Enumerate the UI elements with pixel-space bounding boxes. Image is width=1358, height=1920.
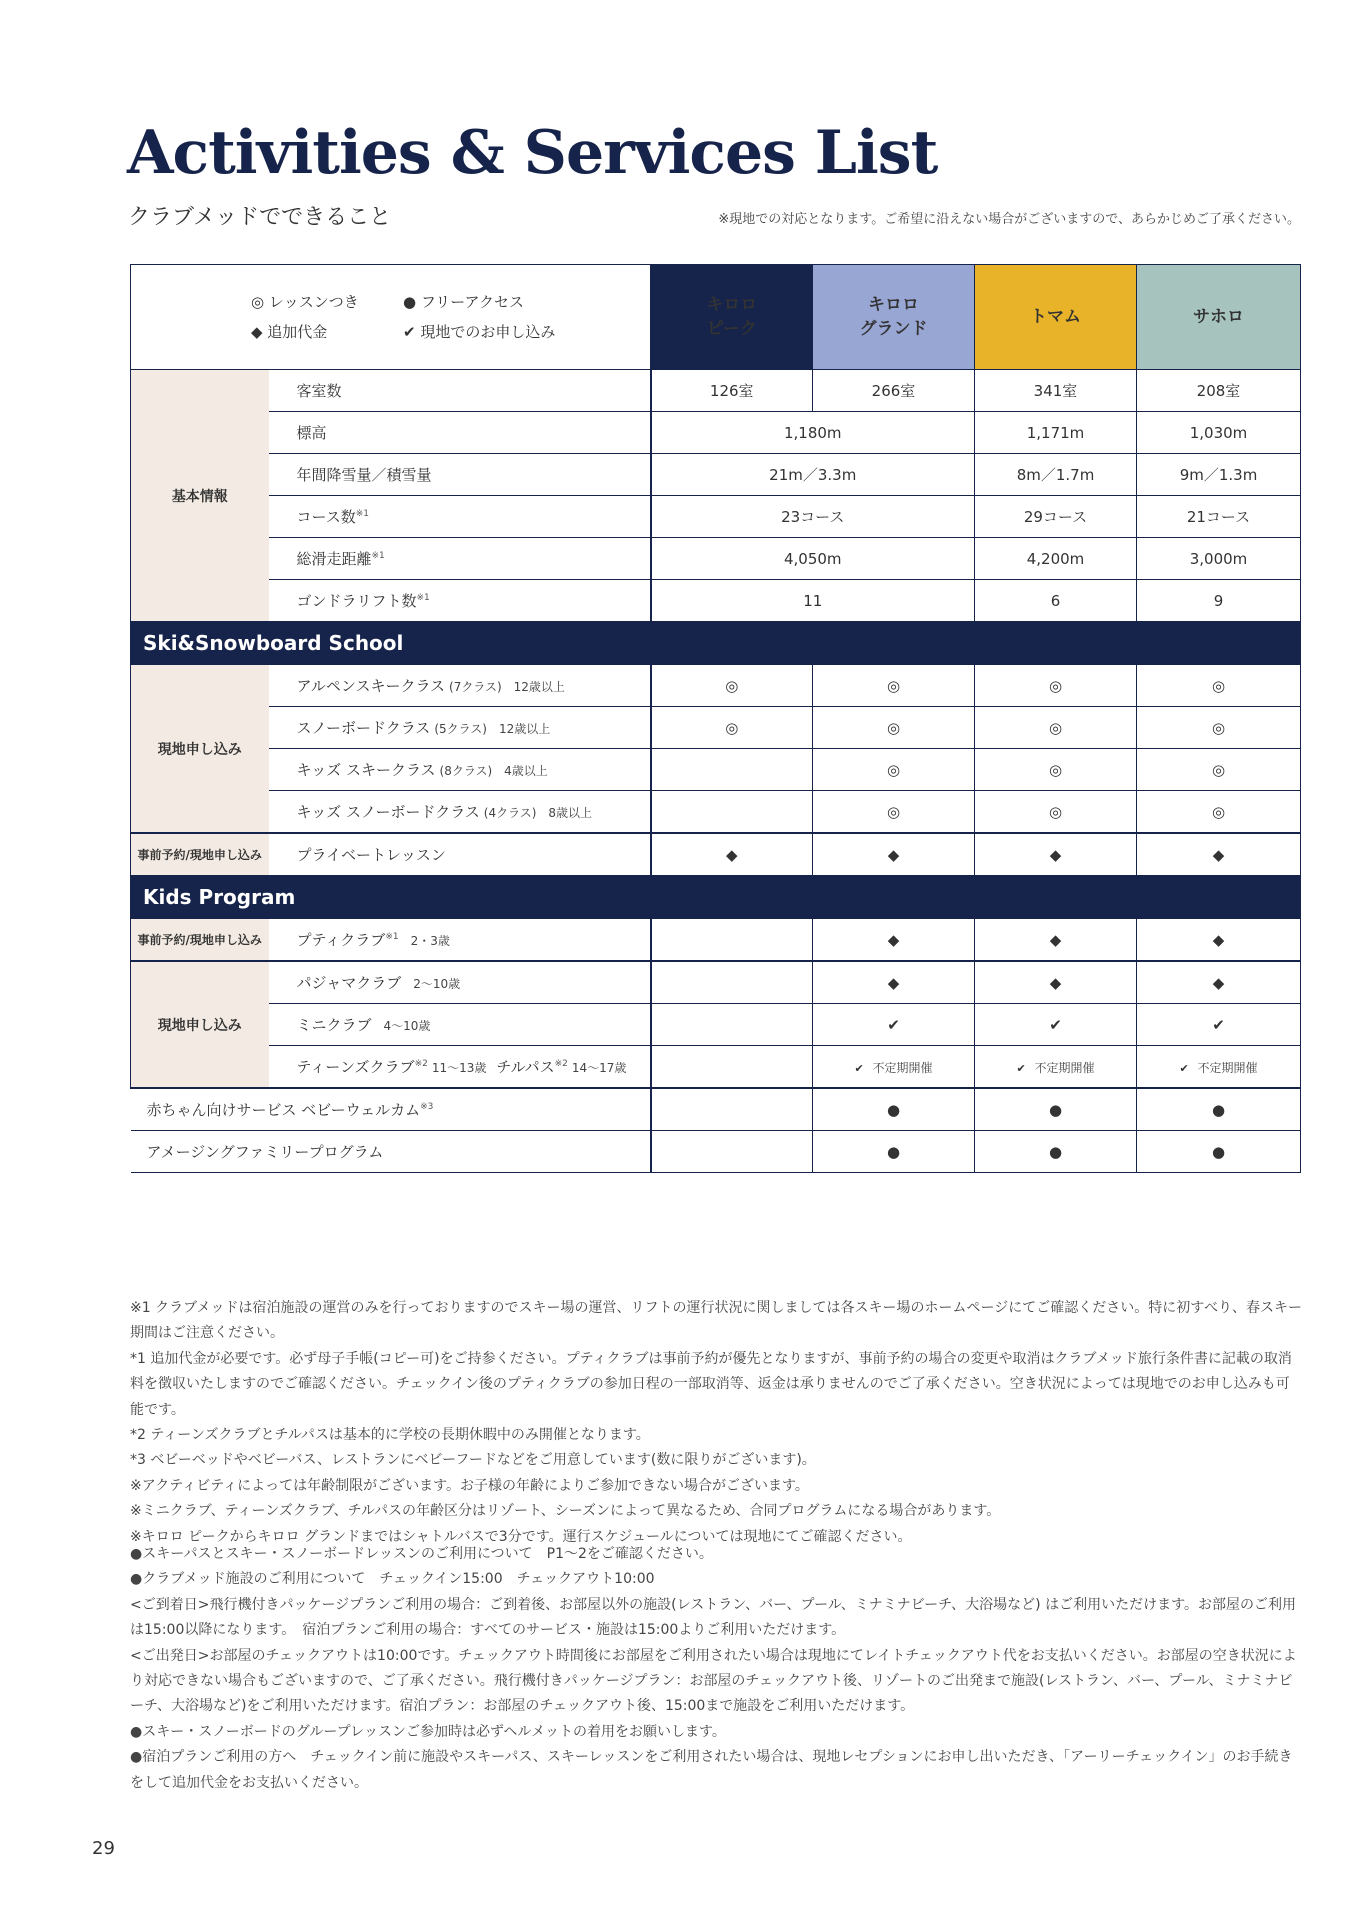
lesson-icon: ◎ bbox=[813, 791, 975, 834]
info-line: <ご出発日>お部屋のチェックアウトは10:00です。チェックアウト時間後にお部屋をご利用されたい場合は現地にてレイトチェックアウト代をお支払いください。お部屋の空き状況により対応できない場合もございますので、ご了承ください。飛行機付きパッケージプラン：お部屋のチェックアウト後、リゾートのご出発まで施設(レストラン、バー、プール、ミナミナビーチ、大浴場など)をご利用いただけます。宿泊プラン：お部屋のチェックアウト後、15:00まで施設をご利用いただけます。 bbox=[130, 1647, 1297, 1715]
footnote: *3 ベビーベッドやベビーバス、レストランにベビーフードなどをご用意しています(数に限りがございます)。 bbox=[130, 1452, 816, 1469]
table-row bbox=[131, 580, 1301, 622]
extra-fee-icon: ◆ bbox=[975, 833, 1137, 876]
table-row bbox=[131, 665, 1301, 707]
lesson-icon: ◎ bbox=[975, 791, 1137, 834]
cell-value: 126室 bbox=[651, 370, 813, 412]
cell-value: 266室 bbox=[813, 370, 975, 412]
legend-extra: ◆ 追加代金 bbox=[251, 323, 328, 341]
lesson-icon: ◎ bbox=[813, 665, 975, 707]
empty-cell bbox=[651, 1004, 813, 1046]
cell-value: 3,000m bbox=[1137, 538, 1301, 580]
category-reserve-or-onsite: 事前予約/現地申し込み bbox=[131, 919, 269, 962]
row-label-baby-welcome: 赤ちゃん向けサービス ベビーウェルカム$^{※3}$ bbox=[131, 1088, 651, 1131]
cell-value: 208室 bbox=[1137, 370, 1301, 412]
row-label-snowboard: スノーボードクラス (5クラス) 12歳以上 bbox=[269, 707, 651, 749]
free-access-icon: ● bbox=[813, 1088, 975, 1131]
row-label-lifts: ゴンドラリフト数$^{※1}$ bbox=[269, 580, 651, 622]
free-access-icon: ● bbox=[1137, 1088, 1301, 1131]
irregular-cell: ✔ 不定期開催 bbox=[1137, 1046, 1301, 1089]
lesson-icon: ◎ bbox=[1137, 791, 1301, 834]
check-icon: ✔ bbox=[854, 1061, 864, 1075]
row-label-courses: コース数$^{※1}$ bbox=[269, 496, 651, 538]
info-line: ●スキーパスとスキー・スノーボードレッスンのご利用について P1～2をご確認ください。 bbox=[130, 1546, 713, 1562]
empty-cell bbox=[651, 961, 813, 1004]
info-line: ●スキー・スノーボードのグループレッスンご参加時は必ずヘルメットの着用をお願いします。 bbox=[130, 1723, 726, 1740]
cell-value: 9 bbox=[1137, 580, 1301, 622]
lesson-icon: ◎ bbox=[975, 707, 1137, 749]
table-row bbox=[131, 1088, 1301, 1131]
irregular-cell: ✔ 不定期開催 bbox=[975, 1046, 1137, 1089]
row-label-kids-snowboard: キッズ スノーボードクラス (4クラス) 8歳以上 bbox=[269, 791, 651, 834]
empty-cell bbox=[651, 1131, 813, 1173]
extra-fee-icon: ◆ bbox=[1137, 961, 1301, 1004]
cell-value: 11 bbox=[651, 580, 975, 622]
cell-value: 21m／3.3m bbox=[651, 454, 975, 496]
row-label-teens-chill: ティーンズクラブ$^{※2}$ 11～13歳 チルパス$^{※2}$ 14～17歳 bbox=[269, 1046, 651, 1089]
row-label-petit-club: プティクラブ$^{※1}$ 2・3歳 bbox=[269, 919, 651, 962]
free-access-icon: ● bbox=[813, 1131, 975, 1173]
check-icon: ✔ bbox=[975, 1004, 1137, 1046]
table-row bbox=[131, 919, 1301, 962]
empty-cell bbox=[651, 791, 813, 834]
section-header-kids: Kids Program bbox=[131, 876, 1301, 919]
footnote: ※ミニクラブ、ティーンズクラブ、チルパスの年齢区分はリゾート、シーズンによって異なるため、合同プログラムになる場合があります。 bbox=[130, 1503, 1001, 1520]
cell-value: 6 bbox=[975, 580, 1137, 622]
top-note: ※現地での対応となります。ご希望に沿えない場合がございますので、あらかじめご了承ください。 bbox=[718, 212, 1300, 227]
lesson-icon: ◎ bbox=[1137, 665, 1301, 707]
footnote: *2 ティーンズクラブとチルパスは基本的に学校の長期休暇中のみ開催となります。 bbox=[130, 1427, 650, 1444]
empty-cell bbox=[651, 749, 813, 791]
table-row bbox=[131, 833, 1301, 876]
category-onsite: 現地申し込み bbox=[131, 961, 269, 1088]
lesson-icon: ◎ bbox=[651, 707, 813, 749]
lesson-icon: ◎ bbox=[975, 665, 1137, 707]
extra-fee-icon: ◆ bbox=[813, 919, 975, 962]
lesson-icon: ◎ bbox=[1137, 707, 1301, 749]
info-line: ●クラブメッド施設のご利用について チェックイン15:00 チェックアウト10:00 bbox=[130, 1571, 655, 1588]
extra-fee-icon: ◆ bbox=[975, 961, 1137, 1004]
resort-tomamu: トマム bbox=[975, 265, 1137, 370]
check-icon: ✔ bbox=[1137, 1004, 1301, 1046]
info-line: <ご到着日>飛行機付きパッケージプランご利用の場合：ご到着後、お部屋以外の施設(レストラン、バー、プール、ミナミナビーチ、大浴場など) はご利用いただけます。お部屋のご利用は15:00以降になります。 宿泊プランご利用の場合：すべてのサービス・施設は15:00よりご利用いただけます。 bbox=[130, 1596, 1296, 1639]
usage-info bbox=[130, 1542, 1302, 1796]
category-onsite: 現地申し込み bbox=[131, 665, 269, 834]
empty-cell bbox=[651, 919, 813, 962]
free-access-icon: ● bbox=[975, 1131, 1137, 1173]
table-row bbox=[131, 707, 1301, 749]
extra-fee-icon: ◆ bbox=[1137, 919, 1301, 962]
table-row bbox=[131, 1131, 1301, 1173]
legend-lesson: ◎ レッスンつき bbox=[251, 293, 359, 311]
free-access-icon: ● bbox=[975, 1088, 1137, 1131]
table-row bbox=[131, 791, 1301, 834]
lesson-icon: ◎ bbox=[813, 749, 975, 791]
row-label-kids-ski: キッズ スキークラス (8クラス) 4歳以上 bbox=[269, 749, 651, 791]
page-number: 29 bbox=[92, 1838, 115, 1859]
legend bbox=[131, 265, 651, 370]
row-label-family-program: アメージングファミリープログラム bbox=[131, 1131, 651, 1173]
table-row bbox=[131, 370, 1301, 412]
page-title: Activities & Services List bbox=[127, 118, 938, 188]
cell-value: 29コース bbox=[975, 496, 1137, 538]
resort-sahoro: サホロ bbox=[1137, 265, 1301, 370]
extra-fee-icon: ◆ bbox=[813, 833, 975, 876]
table-header-row bbox=[131, 265, 1301, 370]
resort-kiroro-peak: キロロ ピーク bbox=[651, 265, 813, 370]
row-label-mini-club: ミニクラブ 4～10歳 bbox=[269, 1004, 651, 1046]
cell-value: 1,180m bbox=[651, 412, 975, 454]
cell-value: 4,200m bbox=[975, 538, 1137, 580]
activities-table bbox=[130, 264, 1301, 1173]
extra-fee-icon: ◆ bbox=[975, 919, 1137, 962]
page-subtitle: クラブメッドでできること bbox=[128, 205, 392, 230]
lesson-icon: ◎ bbox=[975, 749, 1137, 791]
lesson-icon: ◎ bbox=[1137, 749, 1301, 791]
table-row bbox=[131, 1046, 1301, 1089]
row-label-rooms: 客室数 bbox=[269, 370, 651, 412]
cell-value: 1,030m bbox=[1137, 412, 1301, 454]
cell-value: 21コース bbox=[1137, 496, 1301, 538]
table-row bbox=[131, 749, 1301, 791]
empty-cell bbox=[651, 1088, 813, 1131]
cell-value: 8m／1.7m bbox=[975, 454, 1137, 496]
extra-fee-icon: ◆ bbox=[651, 833, 813, 876]
legend-onsite: ✔ 現地でのお申し込み bbox=[403, 323, 556, 341]
footnote: ※アクティビティによっては年齢制限がございます。お子様の年齢によりご参加できない場合がございます。 bbox=[130, 1477, 809, 1494]
table-row bbox=[131, 454, 1301, 496]
check-icon: ✔ bbox=[1016, 1061, 1026, 1075]
cell-value: 4,050m bbox=[651, 538, 975, 580]
cell-value: 9m／1.3m bbox=[1137, 454, 1301, 496]
table-row bbox=[131, 1004, 1301, 1046]
empty-cell bbox=[651, 1046, 813, 1089]
legend-free: ● フリーアクセス bbox=[403, 293, 525, 311]
row-label-private: プライベートレッスン bbox=[269, 833, 651, 876]
footnotes bbox=[130, 1296, 1302, 1550]
footnote: ※1 クラブメッドは宿泊施設の運営のみを行っておりますのでスキー場の運営、リフトの運行状況に関しましては各スキー場のホームページにてご確認ください。特に初すべり、春スキー期間はご注意ください。 bbox=[130, 1300, 1302, 1342]
irregular-cell: ✔ 不定期開催 bbox=[813, 1046, 975, 1089]
row-label-pajama-club: パジャマクラブ 2～10歳 bbox=[269, 961, 651, 1004]
row-label-distance: 総滑走距離$^{※1}$ bbox=[269, 538, 651, 580]
lesson-icon: ◎ bbox=[813, 707, 975, 749]
table-row bbox=[131, 496, 1301, 538]
table-row bbox=[131, 961, 1301, 1004]
category-reserve-or-onsite: 事前予約/現地申し込み bbox=[131, 833, 269, 876]
cell-value: 23コース bbox=[651, 496, 975, 538]
row-label-snow: 年間降雪量／積雪量 bbox=[269, 454, 651, 496]
lesson-icon: ◎ bbox=[651, 665, 813, 707]
footnote: *1 追加代金が必要です。必ず母子手帳(コピー可)をご持参ください。プティクラブは事前予約が優先となりますが、事前予約の場合の変更や取消はクラブメッド旅行条件書に記載の取消料を徴収いたしますのでご確認ください。チェックイン後のプティクラブの参加日程の一部取消等、返金は承りませんのでご了承ください。空き状況によっては現地でのお申し込みも可能です。 bbox=[130, 1350, 1292, 1418]
check-icon: ✔ bbox=[813, 1004, 975, 1046]
resort-kiroro-grand: キロロ グランド bbox=[813, 265, 975, 370]
table-row bbox=[131, 412, 1301, 454]
cell-value: 1,171m bbox=[975, 412, 1137, 454]
category-basic-info: 基本情報 bbox=[131, 370, 269, 622]
free-access-icon: ● bbox=[1137, 1131, 1301, 1173]
info-line: ●宿泊プランご利用の方へ チェックイン前に施設やスキーパス、スキーレッスンをご利用されたい場合は、現地レセプションにお申し出いただき、「アーリーチェックイン」のお手続きをして追加代金をお支払いください。 bbox=[130, 1749, 1293, 1791]
row-label-alpine: アルペンスキークラス (7クラス) 12歳以上 bbox=[269, 665, 651, 707]
extra-fee-icon: ◆ bbox=[813, 961, 975, 1004]
row-label-altitude: 標高 bbox=[269, 412, 651, 454]
cell-value: 341室 bbox=[975, 370, 1137, 412]
table-row bbox=[131, 538, 1301, 580]
section-header-ski: Ski&Snowboard School bbox=[131, 622, 1301, 665]
footnote: ※キロロ ピークからキロロ グランドまではシャトルバスで3分です。運行スケジュールについては現地にてご確認ください。 bbox=[130, 1528, 912, 1545]
extra-fee-icon: ◆ bbox=[1137, 833, 1301, 876]
check-icon: ✔ bbox=[1179, 1061, 1189, 1075]
